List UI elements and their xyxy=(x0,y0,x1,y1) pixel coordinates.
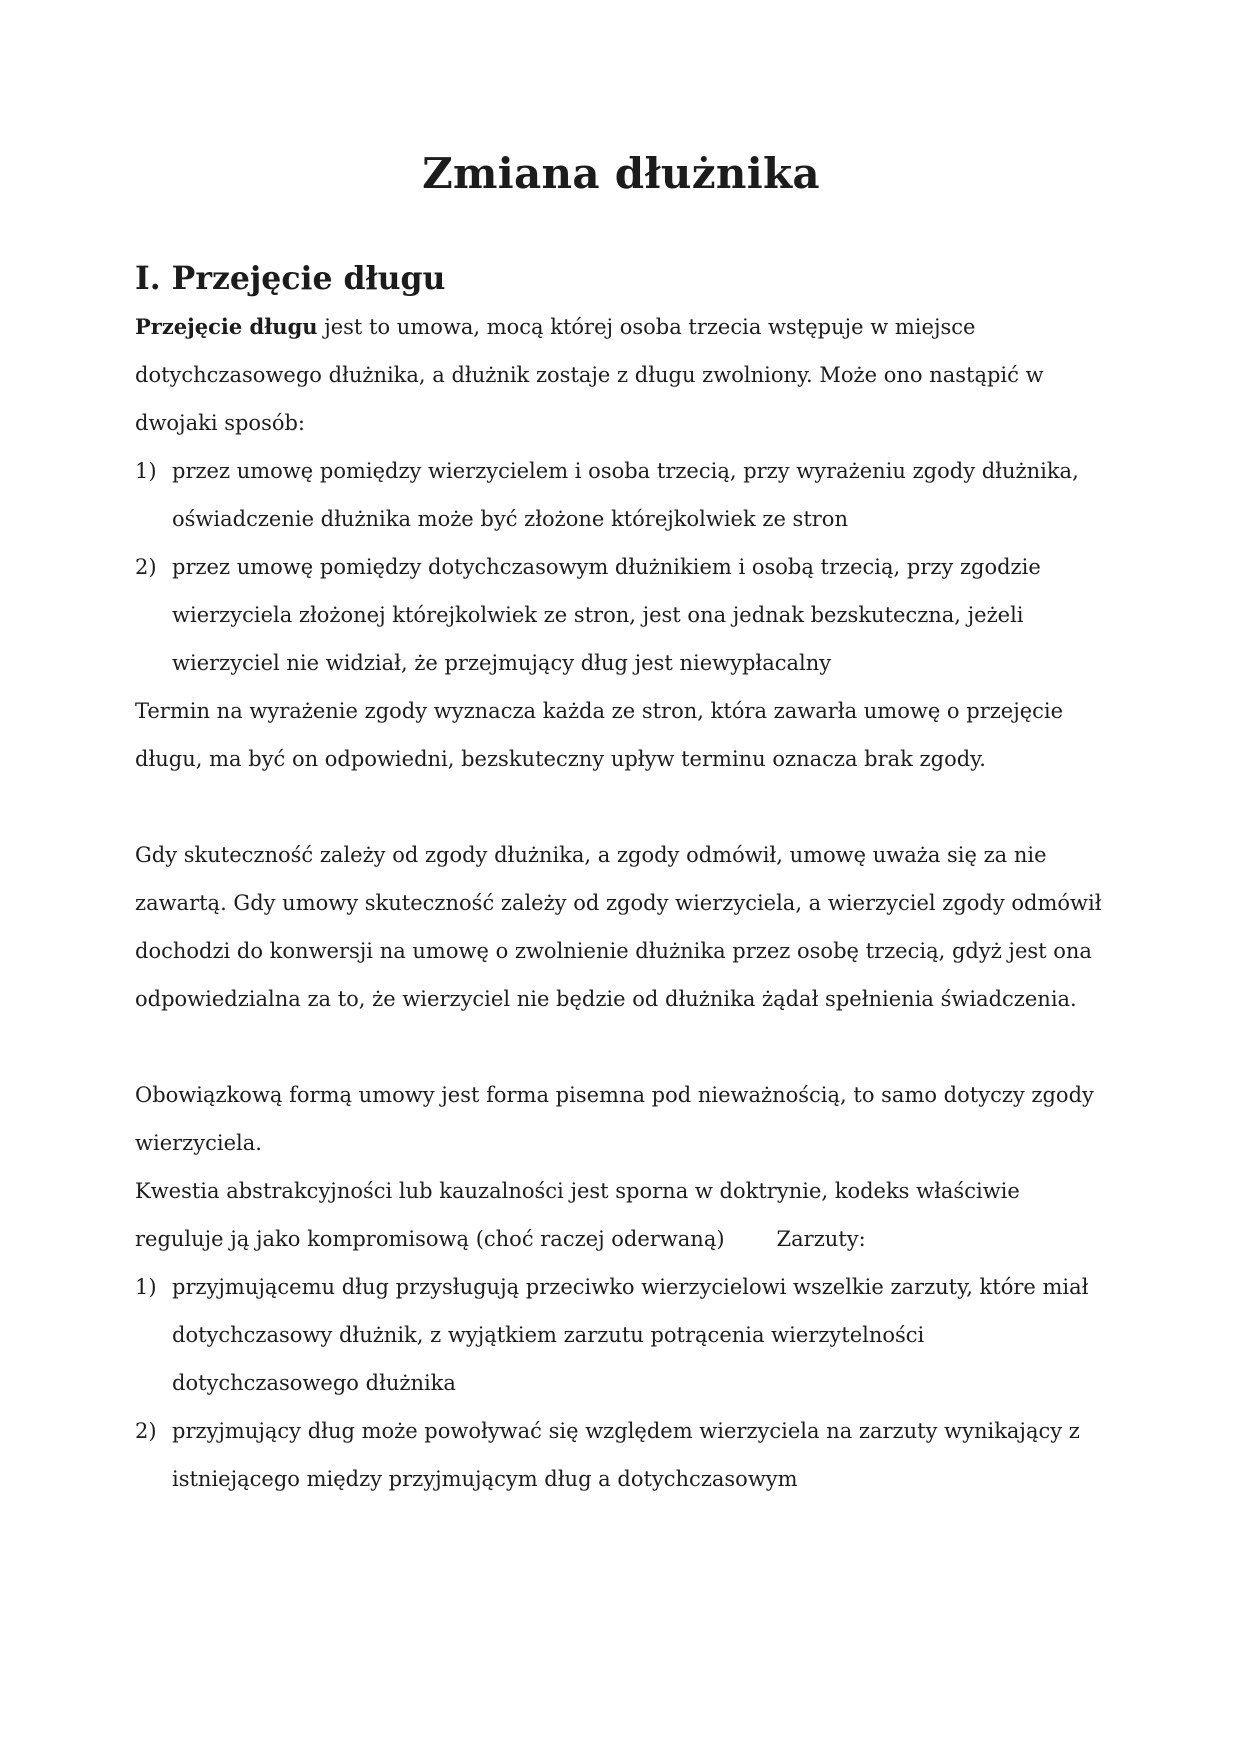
numbered-list-2 xyxy=(135,1263,1107,1503)
list-item xyxy=(135,447,1107,543)
list-item-text: przyjmujący dług może powoływać się względem wierzyciela na zarzuty wynikający z istniejącego między przyjmującym dług a dotychczasowym xyxy=(172,1419,1080,1491)
paragraph-lead-rest: jest to umowa, mocą której osoba trzecia wstępuje w miejsce dotychczasowego dłużnika, a dłużnik zostaje z długu zwolniony. Może ono nastąpić w dwojaki sposób: xyxy=(135,315,1044,435)
list-item-number: 2) xyxy=(135,555,157,579)
list-item xyxy=(135,543,1107,687)
paragraph-definition xyxy=(135,303,1107,447)
numbered-list-1 xyxy=(135,447,1107,687)
page-title: Zmiana dłużnika xyxy=(422,149,820,198)
list-item-text: przyjmującemu dług przysługują przeciwko wierzycielowi wszelkie zarzuty, które miał dotychczasowy dłużnik, z wyjątkiem zarzutu potrącenia wierzytelności dotychczasowego dłużnika xyxy=(172,1275,1089,1395)
paragraph-lead-bold: Przejęcie długu xyxy=(135,314,318,339)
list-item-number: 2) xyxy=(135,1419,157,1443)
paragraph-termin: Termin na wyrażenie zgody wyznacza każda ze stron, która zawarła umowę o przejęcie długu, ma być on odpowiedni, bezskuteczny upływ terminu oznacza brak zgody. xyxy=(135,699,1064,771)
paragraph-kwestia-text: Kwestia abstrakcyjności lub kauzalności jest sporna w doktrynie, kodeks właściwie reguluje ją jako kompromisową (choć raczej oderwaną) xyxy=(135,1179,1020,1251)
zarzuty-label: Zarzuty: xyxy=(776,1227,866,1251)
list-item-number: 1) xyxy=(135,459,157,483)
list-item-text: przez umowę pomiędzy wierzycielem i osoba trzecią, przy wyrażeniu zgody dłużnika, oświadczenie dłużnika może być złożone którejkolwiek ze stron xyxy=(172,459,1079,531)
document-content xyxy=(135,150,1107,1503)
paragraph-forma: Obowiązkową formą umowy jest forma pisemna pod nieważnością, to samo dotyczy zgody wierzyciela. xyxy=(135,1083,1094,1155)
paragraph-kwestia xyxy=(135,1167,1107,1263)
list-item-text: przez umowę pomiędzy dotychczasowym dłużnikiem i osobą trzecią, przy zgodzie wierzyciela złożonej którejkolwiek ze stron, jest ona jednak bezskuteczna, jeżeli wierzyciel nie widział, że przejmujący dług jest niewypłacalny xyxy=(172,555,1041,675)
section-heading: I. Przejęcie długu xyxy=(135,260,446,297)
list-item-number: 1) xyxy=(135,1275,157,1299)
paragraph-skutecznosc: Gdy skuteczność zależy od zgody dłużnika, a zgody odmówił, umowę uważa się za nie zawartą. Gdy umowy skuteczność zależy od zgody wierzyciela, a wierzyciel zgody odmówił dochodzi do konwersji na umowę o zwolnienie dłużnika przez osobę trzecią, gdyż jest ona odpowiedzialna za to, że wierzyciel nie będzie od dłużnika żądał spełnienia świadczenia. xyxy=(135,843,1102,1011)
list-item xyxy=(135,1263,1107,1407)
list-item xyxy=(135,1407,1107,1503)
